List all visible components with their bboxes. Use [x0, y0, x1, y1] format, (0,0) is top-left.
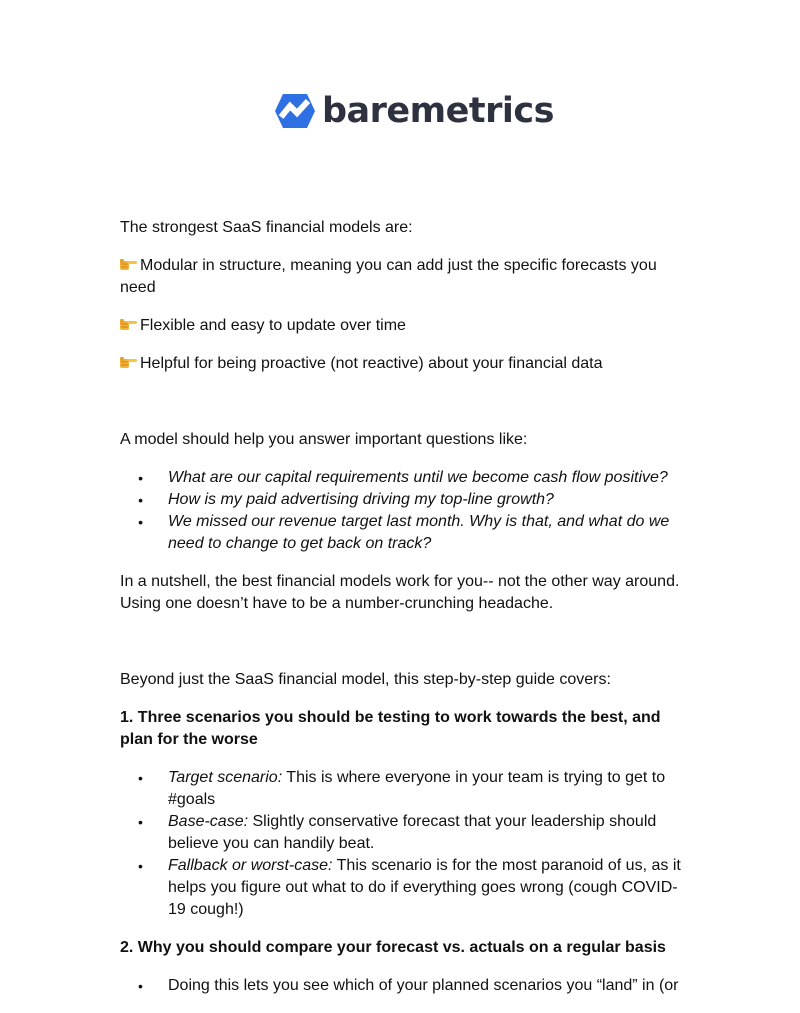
questions-heading: A model should help you answer important questions like: [120, 431, 528, 448]
scenario-text: Slightly conservative forecast that your leadership should believe you can handily beat. [168, 813, 657, 852]
section-2-text: Doing this lets you see which of your planned scenarios you “land” in (or [168, 977, 679, 994]
question-text: What are our capital requirements until we become cash flow positive? [168, 469, 668, 486]
section-2-list [120, 975, 684, 997]
intro-point-text: Flexible and easy to update over time [140, 317, 406, 334]
list-item [138, 975, 684, 997]
baremetrics-logo-icon [274, 91, 316, 131]
bullet: • [138, 492, 143, 508]
bullet: • [138, 470, 143, 486]
list-item [138, 489, 684, 511]
baremetrics-logo [274, 90, 554, 132]
list-item [138, 855, 684, 921]
brand-name: baremetrics [322, 91, 554, 131]
guide-heading: Beyond just the SaaS financial model, this step-by-step guide covers: [120, 671, 611, 688]
backhand-index-pointing-right-icon [120, 355, 138, 369]
section-2-title: 2. Why you should compare your forecast vs. actuals on a regular basis [120, 939, 666, 956]
questions-closing: In a nutshell, the best financial models work for you-- not the other way around. Using one doesn’t have to be a number-crunching headache. [120, 573, 680, 612]
list-item [138, 811, 684, 855]
email-body [120, 217, 684, 1013]
spacer [120, 391, 684, 429]
intro-point-text: Helpful for being proactive (not reactive) about your financial data [140, 355, 603, 372]
intro-heading: The strongest SaaS financial models are: [120, 219, 413, 236]
section-1-title: 1. Three scenarios you should be testing to work towards the best, and plan for the worse [120, 709, 661, 748]
bullet: • [138, 514, 143, 530]
spacer [120, 631, 684, 669]
bullet: • [138, 858, 143, 874]
question-text: How is my paid advertising driving my top-line growth? [168, 491, 554, 508]
scenario-label: Fallback or worst-case: [168, 857, 333, 874]
scenario-text: This is where everyone in your team is trying to get to #goals [168, 769, 666, 808]
intro-point [120, 315, 684, 337]
intro-point-text: Modular in structure, meaning you can add just the specific forecasts you need [120, 257, 657, 296]
bullet: • [138, 978, 143, 994]
list-item [138, 467, 684, 489]
scenarios-list [120, 767, 684, 921]
backhand-index-pointing-right-icon [120, 317, 138, 331]
scenario-text: This scenario is for the most paranoid of us, as it helps you figure out what to do if everything goes wrong (cough COVID-19 cough!) [168, 857, 681, 918]
intro-point [120, 255, 684, 299]
scenario-label: Target scenario: [168, 769, 283, 786]
questions-list [120, 467, 684, 555]
intro-point [120, 353, 684, 375]
list-item [138, 511, 684, 555]
list-item [138, 767, 684, 811]
question-text: We missed our revenue target last month. Why is that, and what do we need to change to get back on track? [168, 513, 670, 552]
bullet: • [138, 814, 143, 830]
scenario-label: Base-case: [168, 813, 249, 830]
bullet: • [138, 770, 143, 786]
backhand-index-pointing-right-icon [120, 257, 138, 271]
